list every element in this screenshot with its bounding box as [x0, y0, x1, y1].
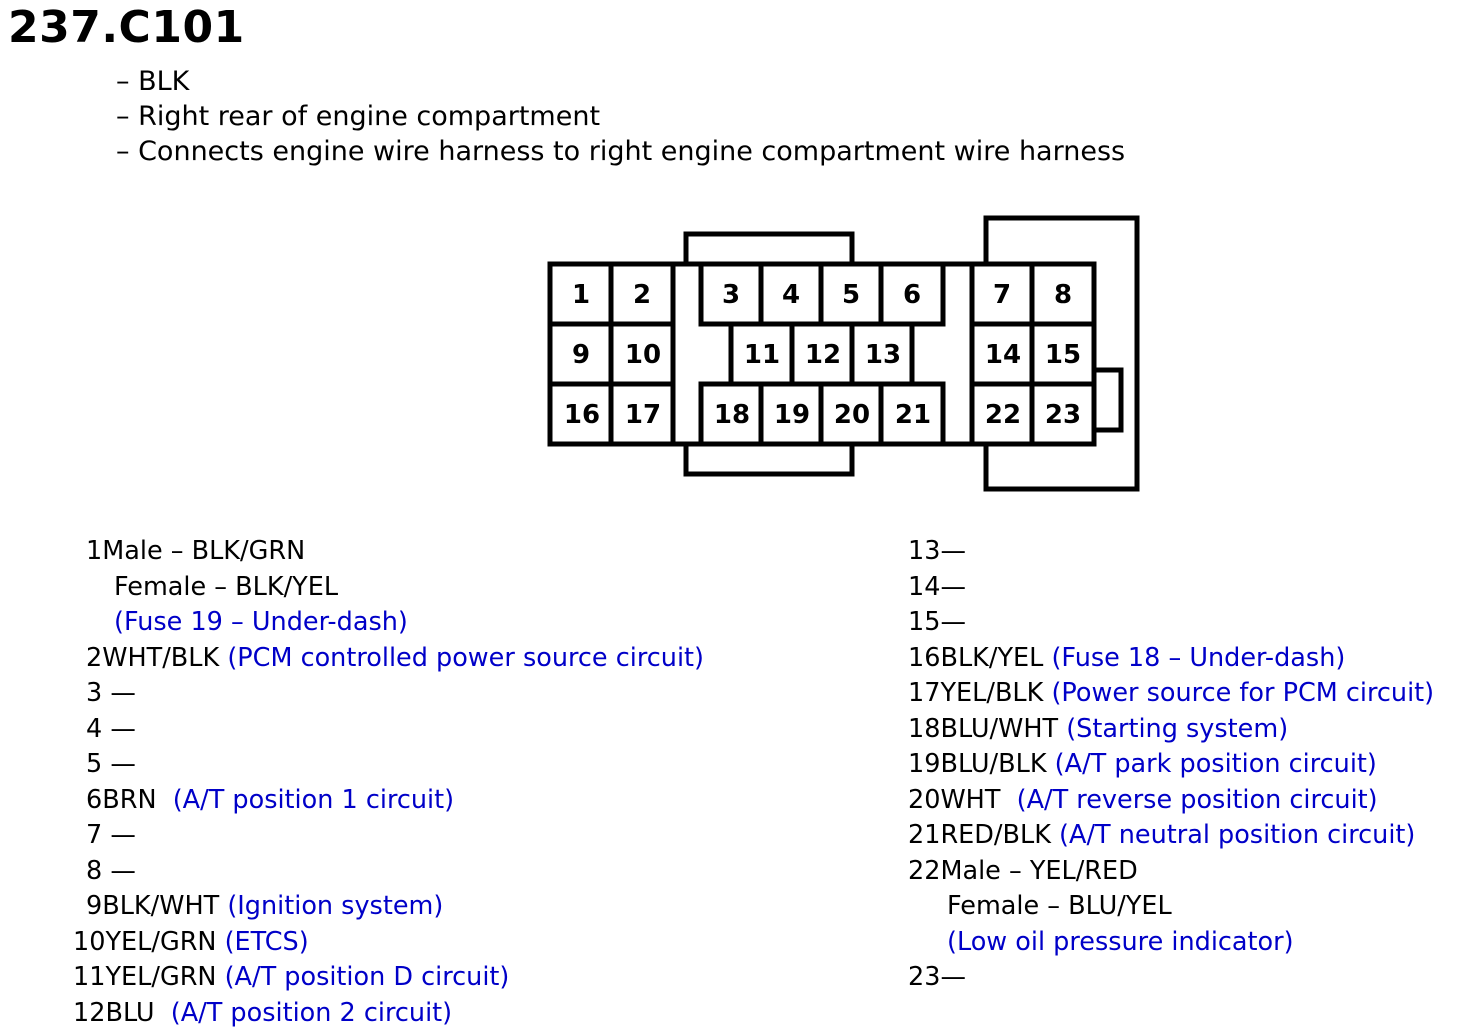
- connector-title: 237.C101: [8, 2, 245, 54]
- pin-number: 13: [908, 536, 940, 566]
- wire-color: Female – BLU/YEL: [947, 889, 1172, 925]
- circuit-description: (A/T position 1 circuit): [173, 785, 454, 815]
- wire-color: —: [940, 607, 966, 637]
- pin-number: 10: [73, 927, 105, 957]
- wire-color: —: [102, 678, 136, 708]
- pin-label-1: 1: [572, 280, 590, 310]
- pin-number: 15: [908, 607, 940, 637]
- description-line-connects: – Connects engine wire harness to right engine compartment wire harness: [116, 134, 1125, 169]
- pin-row-12: [0, 996, 760, 1031]
- pin-row-13: [0, 534, 1474, 570]
- wire-color: YEL/GRN: [105, 962, 224, 992]
- circuit-description: (Power source for PCM circuit): [1051, 678, 1434, 708]
- pin-label-9: 9: [572, 340, 590, 370]
- pin-row-17: [0, 676, 1474, 712]
- wire-color: Male – YEL/RED: [940, 856, 1137, 886]
- pin-row-18: [0, 712, 1474, 748]
- pin-label-5: 5: [842, 280, 860, 310]
- pin-row-22: [0, 854, 1474, 890]
- pin-label-11: 11: [744, 340, 780, 370]
- wire-color: —: [940, 962, 966, 992]
- top-latch: [686, 234, 852, 264]
- wire-color: —: [940, 572, 966, 602]
- wire-color: —: [102, 749, 136, 779]
- wire-color: YEL/BLK: [940, 678, 1051, 708]
- pin-label-4: 4: [782, 280, 800, 310]
- pin-label-20: 20: [834, 400, 870, 430]
- pin-number: 19: [908, 749, 940, 779]
- pin-label-19: 19: [774, 400, 810, 430]
- circuit-description: (A/T neutral position circuit): [1059, 820, 1415, 850]
- wire-color: BLU: [105, 998, 170, 1028]
- pin-number: 11: [73, 962, 105, 992]
- pin-label-23: 23: [1045, 400, 1081, 430]
- pin-label-16: 16: [564, 400, 600, 430]
- pin-row-16: [0, 641, 1474, 677]
- pin-row-21: [0, 818, 1474, 854]
- pin-label-7: 7: [993, 280, 1011, 310]
- pin-label-21: 21: [895, 400, 931, 430]
- pin-row-23: [0, 960, 1474, 996]
- pin-number: 17: [908, 678, 940, 708]
- bottom-latch: [686, 444, 852, 474]
- pin-number: 7: [86, 820, 102, 850]
- wire-color: BLU/WHT: [940, 714, 1066, 744]
- pin-label-17: 17: [625, 400, 661, 430]
- circuit-description: (A/T park position circuit): [1055, 749, 1377, 779]
- circuit-description: (ETCS): [225, 927, 309, 957]
- pin-row-19: [0, 747, 1474, 783]
- circuit-description: (A/T reverse position circuit): [1017, 785, 1378, 815]
- description-line-location: – Right rear of engine compartment: [116, 99, 1125, 134]
- pin-label-12: 12: [805, 340, 841, 370]
- pin-number: 1: [86, 536, 102, 566]
- circuit-description: (Fuse 18 – Under-dash): [1051, 643, 1345, 673]
- pin-number: 3: [86, 678, 102, 708]
- circuit-description: (A/T position D circuit): [225, 962, 510, 992]
- pin-label-2: 2: [633, 280, 651, 310]
- pin-row-14: [0, 570, 1474, 606]
- pin-number: 6: [86, 785, 102, 815]
- wire-color: BRN: [102, 785, 173, 815]
- pin-label-15: 15: [1045, 340, 1081, 370]
- pin-number: 18: [908, 714, 940, 744]
- circuit-description: (A/T position 2 circuit): [171, 998, 452, 1028]
- wire-color: WHT: [940, 785, 1016, 815]
- pin-number: 9: [86, 891, 102, 921]
- circuit-description: (Ignition system): [227, 891, 443, 921]
- pin-number: 5: [86, 749, 102, 779]
- pin-number: 22: [908, 856, 940, 886]
- pin-list-right: [0, 534, 1474, 996]
- wire-color: —: [102, 714, 136, 744]
- pin-row-20: [0, 783, 1474, 819]
- pin-label-3: 3: [722, 280, 740, 310]
- wire-color: WHT/BLK: [102, 643, 227, 673]
- pin-label-14: 14: [985, 340, 1021, 370]
- circuit-description: (Starting system): [1066, 714, 1288, 744]
- pin-row-22-female: [0, 889, 1474, 925]
- wire-color: BLK/WHT: [102, 891, 227, 921]
- pin-label-18: 18: [714, 400, 750, 430]
- circuit-description: (Low oil pressure indicator): [947, 925, 1294, 961]
- circuit-description: (PCM controlled power source circuit): [227, 643, 704, 673]
- wire-color: —: [940, 536, 966, 566]
- pin-number: 8: [86, 856, 102, 886]
- pin-number: 4: [86, 714, 102, 744]
- wire-color: BLU/BLK: [940, 749, 1054, 779]
- wire-color: Female – BLK/YEL: [114, 570, 338, 606]
- wire-color: BLK/YEL: [940, 643, 1051, 673]
- pin-number: 12: [73, 998, 105, 1028]
- pin-label-6: 6: [903, 280, 921, 310]
- wire-color: —: [102, 856, 136, 886]
- pin-number: 20: [908, 785, 940, 815]
- pin-number: 21: [908, 820, 940, 850]
- pin-label-8: 8: [1054, 280, 1072, 310]
- circuit-description: (Fuse 19 – Under-dash): [114, 605, 408, 641]
- pin-number: 16: [908, 643, 940, 673]
- pin-label-10: 10: [625, 340, 661, 370]
- pin-row-22-circuit: [0, 925, 1474, 961]
- wire-color: YEL/GRN: [105, 927, 224, 957]
- pin-number: 2: [86, 643, 102, 673]
- wire-color: RED/BLK: [940, 820, 1059, 850]
- pin-number: 23: [908, 962, 940, 992]
- side-key: [1094, 370, 1121, 430]
- wire-color: —: [102, 820, 136, 850]
- pin-label-13: 13: [865, 340, 901, 370]
- pin-label-22: 22: [985, 400, 1021, 430]
- pin-row-15: [0, 605, 1474, 641]
- wire-color: Male – BLK/GRN: [102, 536, 305, 566]
- pin-number: 14: [908, 572, 940, 602]
- description-line-color: – BLK: [116, 64, 1125, 99]
